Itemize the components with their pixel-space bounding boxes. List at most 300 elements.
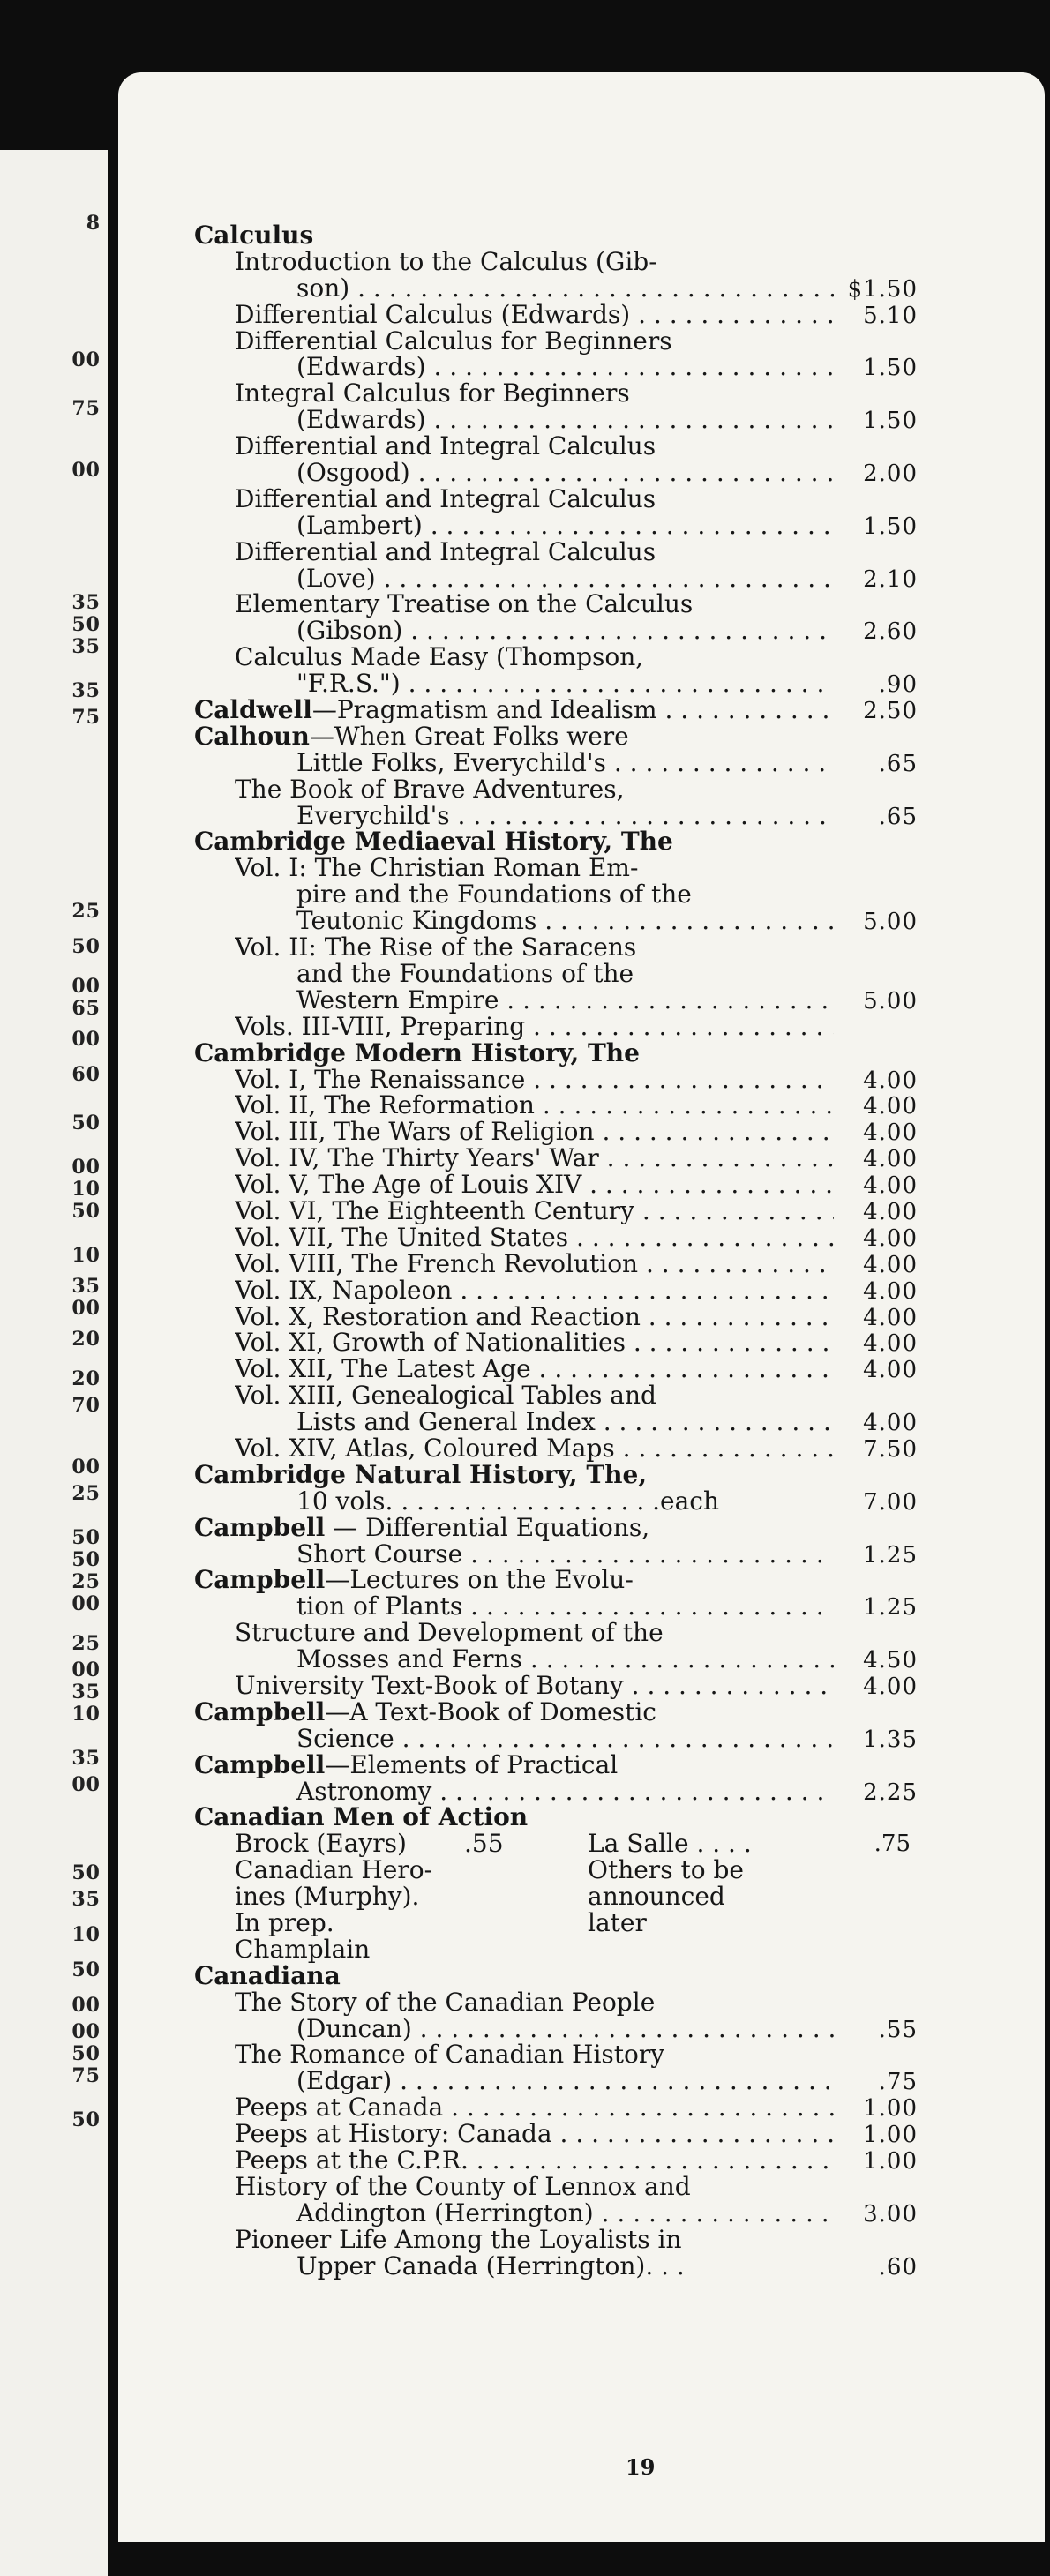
entry-price: 5.10 [863,302,918,329]
entry-title [194,1804,834,1831]
catalog-entry [194,539,918,565]
entry-title [296,565,834,592]
left-page-number: 20 [71,1367,101,1390]
entry-text: tion of Plants [296,1593,463,1621]
catalog-entry [194,908,918,934]
page-number: 19 [626,2454,656,2480]
entry-text: (Love) [296,565,376,592]
entry-text: Vol. XI, Growth of Nationalities [235,1329,626,1357]
left-page-number: 35 [71,591,101,614]
entry-text: Peeps at Canada [235,2094,444,2122]
catalog-entry [194,1567,918,1593]
multi-column-row [194,1831,918,1857]
entry-title [296,1488,834,1515]
entry-title [235,1329,834,1356]
left-page-number: 75 [71,706,101,729]
entry-title [296,2068,834,2094]
left-page-number: 00 [71,1659,101,1681]
multi-column-cell: La Salle . . . . [588,1829,752,1859]
catalog-entry [194,1304,918,1330]
entry-price: 4.00 [863,1251,918,1278]
multi-column-cell: Brock (Eayrs) [235,1829,407,1859]
entry-text: —Pragmatism and Idealism [311,697,657,724]
multi-column-cell: In prep. [235,1908,334,1937]
catalog-entry [194,697,918,723]
left-page-number: 25 [71,1570,101,1593]
left-page-number: 50 [71,613,101,636]
catalog-entry [194,1752,918,1778]
entry-title [235,433,834,460]
author-name: Caldwell [194,697,312,724]
entry-text: Calculus Made Easy (Thompson, [235,644,644,671]
catalog-entry [194,934,918,961]
entry-text: (Lambert) [296,512,423,539]
multi-column-cell: Canadian Hero- [235,1855,433,1885]
catalog-entry [194,2200,918,2227]
left-page-number: 00 [71,1156,101,1179]
entry-title [235,934,834,961]
catalog-entry [194,1488,918,1515]
entry-price: 7.50 [863,1435,918,1463]
catalog-entry [194,776,918,803]
catalog-entry [194,1014,918,1040]
entry-title [235,2227,834,2253]
catalog-entry [194,1699,918,1726]
catalog-entry [194,1329,918,1356]
catalog-entry [194,1119,918,1145]
entry-text: son) [296,274,350,302]
catalog-entry [194,2174,918,2200]
entry-text: 10 vols. . . . . . . . . . . . . . . . . .each [296,1487,720,1515]
multi-column-row [194,1857,918,1883]
entry-price: 2.60 [863,618,918,646]
author-name: Campbell [194,1751,326,1778]
catalog-entry [194,855,918,881]
section-heading [194,828,918,855]
entry-title [194,1963,834,1989]
entry-price: 4.00 [863,1410,918,1437]
entry-text: Vol. I: The Christian Roman Em- [235,855,639,882]
entry-title [235,1620,834,1646]
author-name: Calhoun [194,723,310,750]
multi-column-row [194,1883,918,1910]
catalog-entry [194,2147,918,2174]
entry-title [194,222,834,249]
entry-title [296,1593,834,1620]
left-page-number: 50 [71,2108,101,2131]
entry-title [235,1251,834,1277]
entry-text: (Edwards) [296,354,426,381]
entry-text: Western Empire [296,986,499,1014]
entry-price: 1.50 [863,355,918,382]
catalog-entry [194,1726,918,1752]
left-page-number: 10 [71,1244,101,1267]
entry-title [235,1936,834,1963]
entry-price: 4.50 [863,1647,918,1674]
multi-column-cell: ines (Murphy). [235,1882,420,1912]
entry-title [194,828,834,855]
entry-text: Differential Calculus (Edwards) [235,301,631,328]
catalog-entry [194,750,918,776]
catalog-page [118,72,1045,2542]
entry-title [296,460,834,486]
entry-text: Upper Canada (Herrington). . . [296,2252,685,2280]
entry-title [235,1356,834,1382]
entry-price: 4.00 [863,1357,918,1384]
left-page-number: 50 [71,1112,101,1134]
entry-text: The Romance of Canadian History [235,2041,665,2069]
entry-text: Vol. I, The Renaissance [235,1066,526,1093]
catalog-entry [194,249,918,275]
catalog-entry [194,380,918,407]
section-heading [194,1804,918,1831]
entry-text: (Edwards) [296,407,426,434]
entry-text: Vol. VIII, The French Revolution [235,1250,639,1277]
entry-text: Canadian Men of Action [194,1804,529,1831]
entry-text: Teutonic Kingdoms [296,908,537,935]
catalog-entry [194,565,918,592]
left-page-number: 50 [71,935,101,958]
left-page-number: 00 [71,1773,101,1796]
entry-text: —When Great Folks were [309,723,629,750]
left-page-number: 50 [71,1548,101,1571]
entry-text: University Text-Book of Botany [235,1672,624,1699]
entry-text: Astronomy [296,1778,432,1805]
entry-text: Cambridge Mediaeval History, The [194,828,673,856]
catalog-entry [194,1515,918,1541]
entry-price: 5.00 [863,909,918,936]
entry-text: Pioneer Life Among the Loyalists in [235,2226,682,2253]
left-page-number: 50 [71,1526,101,1549]
entry-text: Everychild's [296,802,450,829]
multi-column-cell: .55 [464,1829,504,1859]
entry-title [296,961,834,987]
entry-title [296,987,834,1014]
entry-text: Lists and General Index [296,1409,596,1436]
entry-text: (Edgar) [296,2068,393,2095]
entry-text: Vol. VI, The Eighteenth Century [235,1197,635,1224]
entry-text: Vol. XIII, Genealogical Tables and [235,1382,656,1410]
entry-text: Canadiana [194,1962,341,1989]
catalog-entry [194,803,918,829]
entry-text: Differential and Integral Calculus [235,538,656,565]
catalog-entry [194,987,918,1014]
entry-text: Differential Calculus for Beginners [235,327,672,355]
left-page-number: 65 [71,997,101,1020]
entry-title [235,1067,834,1093]
section-heading [194,1040,918,1067]
entry-text: Vol. III, The Wars of Religion [235,1119,595,1146]
left-page-number: 25 [71,1632,101,1655]
entry-title [296,513,834,539]
entry-text: Cambridge Modern History, The [194,1039,640,1067]
left-page-number: 35 [71,679,101,702]
entry-price: 2.50 [863,698,918,725]
entry-price: .60 [878,2253,918,2280]
entry-title [235,1435,834,1462]
catalog-entry [194,1435,918,1462]
entry-text: Vol. VII, The United States [235,1224,569,1251]
left-page-number: 00 [71,1028,101,1051]
entry-title [235,1224,834,1251]
left-page-number: 00 [71,2020,101,2043]
entry-title [235,1382,834,1409]
entry-price: 4.00 [863,1120,918,1147]
entry-text: (Gibson) [296,618,403,645]
entry-text: (Osgood) [296,460,410,487]
left-page-number: 00 [71,1994,101,2017]
left-page-number: 00 [71,975,101,998]
entry-title [235,539,834,565]
entry-title [235,1092,834,1119]
left-page-number: 75 [71,2064,101,2087]
catalog-entry [194,1936,918,1963]
entry-title [235,776,834,803]
entry-title [296,908,834,934]
entry-title [235,1304,834,1330]
entry-text: —A Text-Book of Domestic [325,1698,656,1726]
catalog-entry [194,2227,918,2253]
entry-price: 2.25 [863,1778,918,1806]
entry-title [296,803,834,829]
entry-text: Introduction to the Calculus (Gib- [235,248,657,275]
catalog-entry [194,1198,918,1224]
left-page-number: 00 [71,348,101,371]
entry-title [296,1409,834,1435]
entry-title [296,2016,834,2042]
entry-text: — Differential Equations, [325,1514,650,1541]
catalog-entry [194,275,918,302]
left-page-number: 00 [71,1592,101,1615]
entry-price: 2.10 [863,565,918,593]
entry-price: 7.00 [863,1488,918,1516]
multi-column-cell: .75 [874,1831,911,1858]
catalog-entry [194,460,918,486]
entry-title [235,591,834,618]
catalog-entry [194,1382,918,1409]
entry-text: (Duncan) [296,2015,412,2042]
entry-price: 5.00 [863,987,918,1015]
entry-text: Little Folks, Everychild's [296,749,606,776]
entry-price: 4.00 [863,1198,918,1225]
catalog-entry [194,1145,918,1172]
catalog-entry [194,723,918,750]
left-page-edge [0,150,108,2576]
entry-title [296,2200,834,2227]
entry-text: Peeps at History: Canada [235,2121,552,2148]
section-heading [194,1963,918,1989]
entry-title [296,618,834,644]
catalog-entry [194,1251,918,1277]
entry-title [296,881,834,908]
catalog-entry [194,1989,918,2016]
entry-price: 3.00 [863,2200,918,2228]
entry-text: The Story of the Canadian People [235,1988,656,2016]
left-page-number: 00 [71,459,101,482]
entry-title [194,697,834,723]
entry-price: 2.00 [863,461,918,488]
entry-title [194,723,834,750]
entry-title [194,1699,834,1726]
left-page-number: 50 [71,2042,101,2065]
entry-title [235,328,834,355]
catalog-entry [194,486,918,513]
entry-price: .90 [878,671,918,699]
left-page-number: 70 [71,1394,101,1417]
entry-title [296,1778,834,1805]
entry-text: Mosses and Ferns [296,1646,522,1674]
entry-title [235,1145,834,1172]
entry-price: .65 [878,803,918,830]
entry-title [194,1567,834,1593]
entry-title [235,1989,834,2016]
left-page-number: 20 [71,1328,101,1351]
catalog-entry [194,2068,918,2094]
catalog-entry [194,1646,918,1673]
entry-text: Elementary Treatise on the Calculus [235,591,694,618]
entry-text: Addington (Herrington) [296,2199,594,2227]
entry-price: $1.50 [847,275,918,303]
entry-text: Vol. XIV, Atlas, Coloured Maps [235,1434,615,1462]
catalog-entry [194,644,918,670]
multi-column-cell: later [588,1908,647,1937]
entry-title [296,275,834,302]
left-page-number: 35 [71,1681,101,1704]
entry-title [235,1119,834,1145]
entry-text: and the Foundations of the [296,960,634,987]
left-page-number: 00 [71,1297,101,1320]
entry-title [235,2041,834,2068]
left-page-number: 00 [71,1456,101,1479]
entry-title [296,2253,834,2280]
catalog-entry [194,407,918,433]
left-page-number: 35 [71,1888,101,1911]
left-page-number: 75 [71,397,101,420]
catalog-entry [194,1277,918,1304]
entry-text: Vol. IX, Napoleon [235,1277,453,1304]
entry-price: .75 [878,2069,918,2096]
catalog-entry [194,2041,918,2068]
entry-title [235,2174,834,2200]
entry-text: "F.R.S.") [296,670,401,698]
entry-title [235,855,834,881]
catalog-entry [194,1541,918,1568]
entry-title [235,302,834,328]
entry-title [194,1752,834,1778]
entry-title [235,1277,834,1304]
left-page-number: 35 [71,1275,101,1298]
entry-text: History of the County of Lennox and [235,2173,691,2200]
entry-title [235,1172,834,1198]
catalog-entry [194,670,918,697]
entry-price: 1.00 [863,2122,918,2149]
entry-title [296,407,834,433]
multi-column-cell: Others to be [588,1855,744,1885]
entry-title [235,644,834,670]
entry-title [296,1541,834,1568]
entry-text: Vol. II: The Rise of the Saracens [235,934,637,962]
catalog-entry [194,302,918,328]
entry-title [296,354,834,380]
entry-price: 4.00 [863,1330,918,1358]
catalog-entry [194,1593,918,1620]
left-page-number: 35 [71,635,101,658]
entry-title [296,1726,834,1752]
catalog-entry [194,1067,918,1093]
entry-title [194,1040,834,1067]
entry-text: The Book of Brave Adventures, [235,775,625,803]
entry-price: 4.00 [863,1277,918,1305]
entry-price: 4.00 [863,1673,918,1700]
entry-text: Vols. III-VIII, Preparing [235,1013,526,1040]
entry-text: Science [296,1725,394,1752]
left-page-number: 60 [71,1063,101,1086]
section-heading [194,222,918,249]
section-heading [194,1462,918,1488]
entry-title [296,1646,834,1673]
catalog-entry [194,2121,918,2147]
entry-text: —Elements of Practical [325,1751,619,1778]
multi-column-cell: announced [588,1882,725,1912]
entry-price: 1.25 [863,1594,918,1621]
entry-price: 1.00 [863,2095,918,2123]
catalog-entry [194,354,918,380]
catalog-entries [194,222,918,2279]
entry-price: 1.25 [863,1541,918,1569]
catalog-entry [194,2094,918,2121]
entry-title [235,2094,834,2121]
catalog-entry [194,1172,918,1198]
entry-price: 1.35 [863,1726,918,1753]
left-page-number: 10 [71,1178,101,1201]
catalog-entry [194,433,918,460]
catalog-entry [194,1673,918,1699]
entry-price: 4.00 [863,1067,918,1094]
catalog-entry [194,1620,918,1646]
entry-price: 1.50 [863,408,918,435]
catalog-entry [194,618,918,644]
entry-text: Differential and Integral Calculus [235,485,656,513]
entry-title [296,750,834,776]
entry-title [235,1673,834,1699]
left-page-number: 8 [86,212,101,235]
entry-title [235,249,834,275]
entry-text: Vol. V, The Age of Louis XIV [235,1172,582,1199]
entry-title [296,670,834,697]
catalog-entry [194,961,918,987]
entry-text: Cambridge Natural History, The, [194,1461,648,1488]
catalog-entry [194,328,918,355]
entry-text: Short Course [296,1540,463,1568]
entry-text: Vol. X, Restoration and Reaction [235,1303,641,1330]
catalog-entry [194,2253,918,2280]
catalog-entry [194,1092,918,1119]
entry-price: 4.00 [863,1146,918,1173]
left-page-number: 25 [71,900,101,923]
catalog-entry [194,1778,918,1805]
author-name: Campbell [194,1514,326,1541]
entry-text: Structure and Development of the [235,1620,664,1647]
entry-text: Integral Calculus for Beginners [235,380,630,408]
left-page-number: 50 [71,1200,101,1223]
entry-title [235,1198,834,1224]
entry-text: pire and the Foundations of the [296,881,692,909]
left-page-number: 35 [71,1747,101,1770]
entry-title [194,1462,834,1488]
left-page-number: 50 [71,1861,101,1884]
entry-price: .55 [878,2016,918,2043]
catalog-entry [194,1356,918,1382]
